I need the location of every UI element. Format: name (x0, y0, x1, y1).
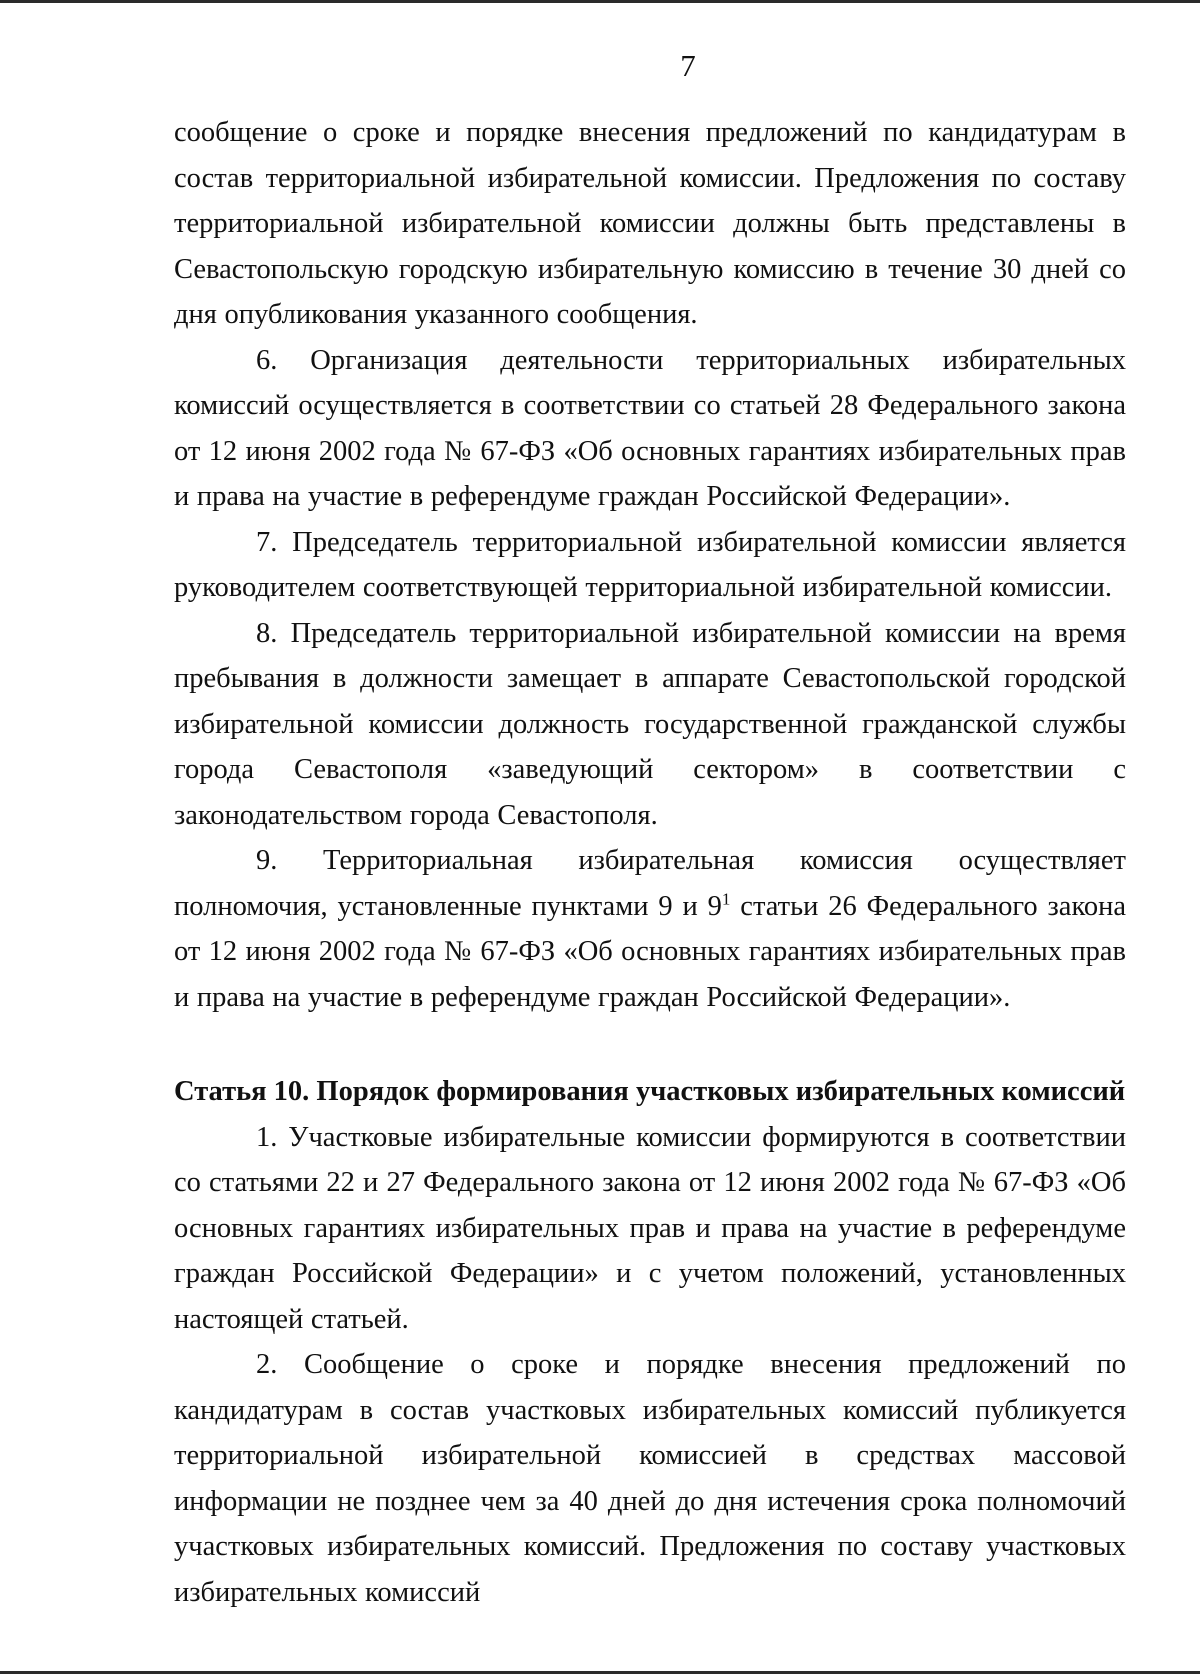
paragraph-item-9 (174, 838, 1126, 1020)
scan-top-edge (0, 0, 1200, 3)
paragraph-continuation: сообщение о сроке и порядке внесения предложений по кандидатурам в состав территориальной избирательной комиссии. Предложения по составу территориальной избирательной комиссии должны быть представлены в Севастопольскую городскую избирательную комиссию в течение 30 дней со дня опубликования указанного сообщения. (174, 117, 1126, 330)
paragraph-item-8: 8. Председатель территориальной избирательной комиссии на время пребывания в должности замещает в аппарате Севастопольской городской избирательной комиссии должность государственной гражданской службы города Севастополя «заведующий сектором» в соответствии с законодательством города Севастополя. (174, 617, 1126, 831)
paragraph-item-6: 6. Организация деятельности территориальных избирательных комиссий осуществляется в соответствии со статьей 28 Федерального закона от 12 июня 2002 года № 67-ФЗ «Об основных гарантиях избирательных прав и права на участие в референдуме граждан Российской Федерации». (174, 344, 1126, 512)
paragraph-item-9-text-start: 9. Территориальная избирательная комиссия осуществляет полномочия, установленные пунктами 9 и 9 (174, 845, 1126, 922)
paragraph-item-9-text-end: статьи 26 Федерального закона от 12 июня 2002 года № 67-ФЗ «Об основных гарантиях избирательных прав и права на участие в референдуме граждан Российской Федерации». (174, 890, 1126, 1013)
superscript-index: 1 (721, 889, 731, 908)
article-10-heading: Статья 10. Порядок формирования участковых избирательных комиссий (174, 1076, 1126, 1107)
page-number: 7 (680, 48, 696, 83)
article-10-paragraph-1: 1. Участковые избирательные комиссии формируются в соответствии со статьями 22 и 27 Федерального закона от 12 июня 2002 года № 67-ФЗ «Об основных гарантиях избирательных прав и права на участие в референдуме граждан Российской Федерации» и с учетом положений, установленных настоящей статьей. (174, 1121, 1126, 1335)
paragraph-item-7: 7. Председатель территориальной избирательной комиссии является руководителем соответствующей территориальной избирательной комиссии. (174, 526, 1126, 603)
article-10-paragraph-2: 2. Сообщение о сроке и порядке внесения предложений по кандидатурам в состав участковых избирательных комиссий публикуется территориальной избирательной комиссией в средствах массовой информации не позднее чем за 40 дней до дня истечения срока полномочий участковых избирательных комиссий. Предложения по составу участковых избирательных комиссий (174, 1349, 1126, 1608)
document-body (174, 110, 1126, 1615)
